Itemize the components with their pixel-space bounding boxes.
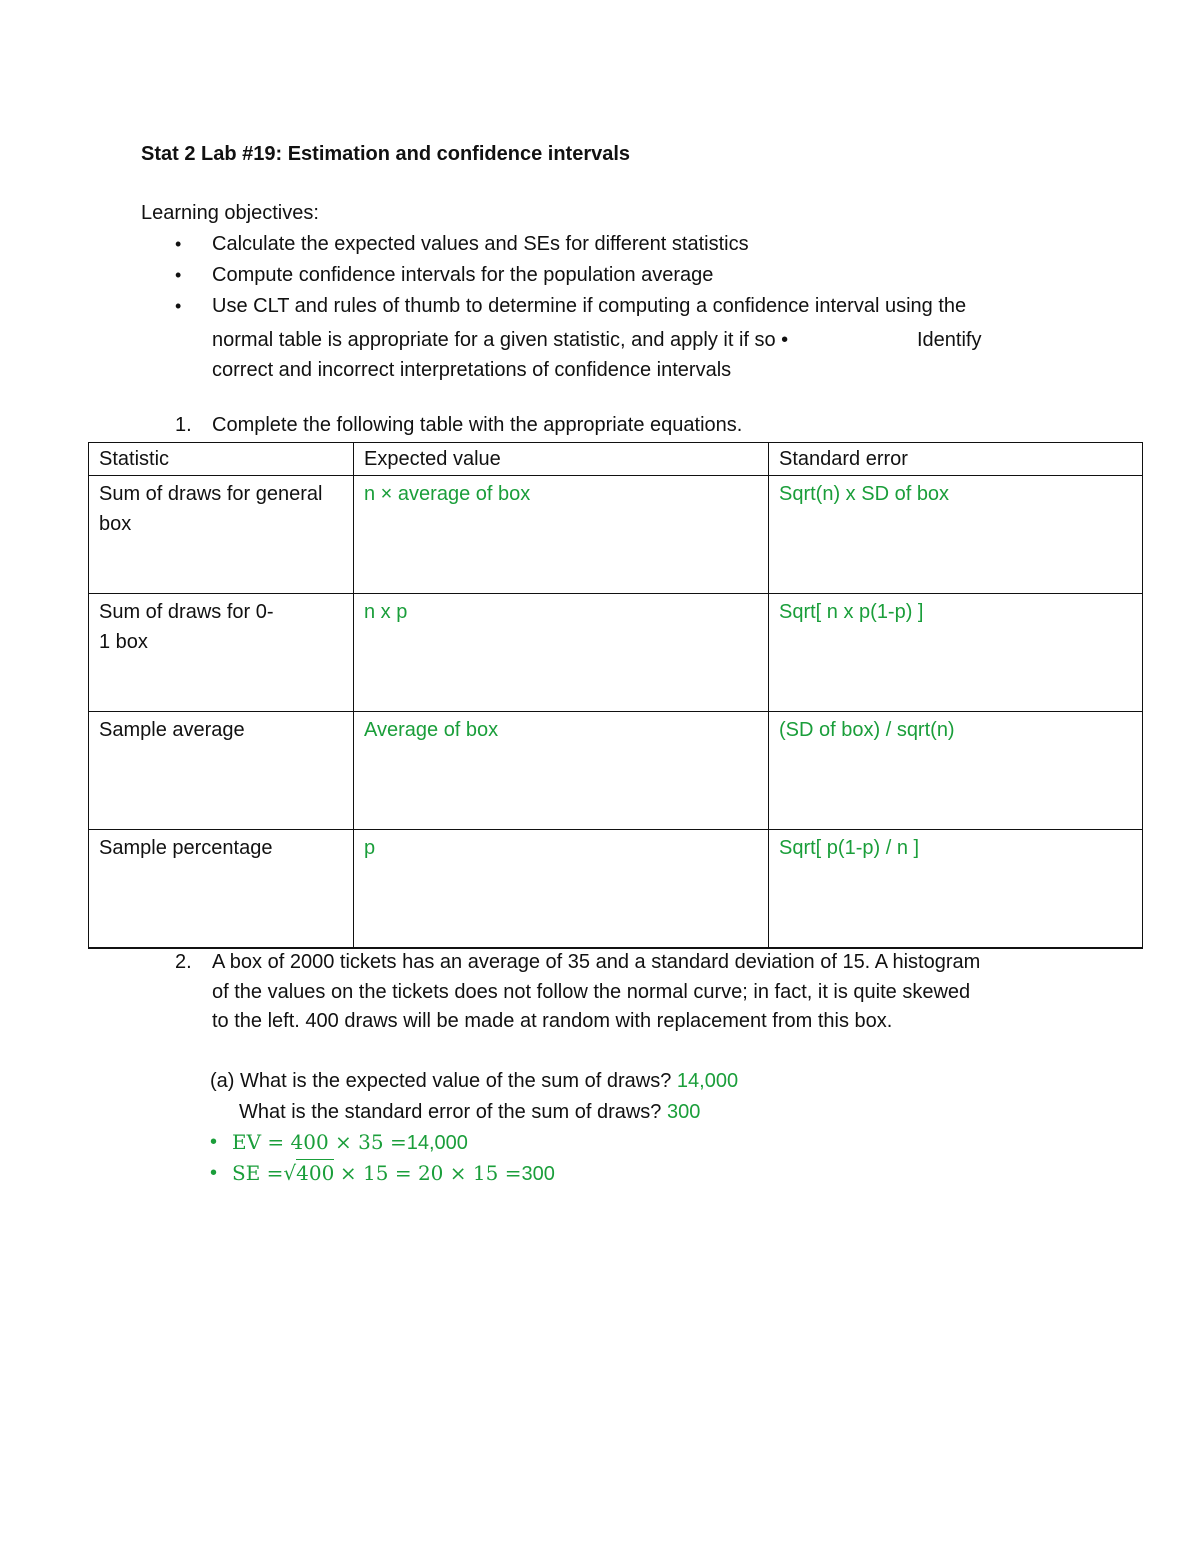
statistic-label-continuation: 1 box bbox=[99, 631, 148, 653]
bullet-icon: • bbox=[175, 265, 182, 285]
work-ev-equation: EV = 400 × 35 = bbox=[232, 1130, 407, 1154]
statistic-label: Sum of draws for 0- bbox=[99, 601, 274, 623]
square-root-icon: √ bbox=[283, 1161, 297, 1185]
work-se-prefix: SE = bbox=[232, 1161, 284, 1185]
work-ev bbox=[232, 1130, 468, 1155]
statistic-cell bbox=[89, 594, 354, 712]
table-header-row bbox=[89, 443, 1143, 476]
work-se-equation: × 15 = 20 × 15 = bbox=[339, 1161, 522, 1185]
statistic-label: Sample average bbox=[99, 719, 245, 741]
header-statistic: Statistic bbox=[89, 443, 354, 476]
standard-error-cell: Sqrt[ p(1-p) / n ] bbox=[769, 830, 1143, 948]
standard-error-cell: (SD of box) / sqrt(n) bbox=[769, 712, 1143, 830]
work-se-result: 300 bbox=[521, 1163, 555, 1185]
question-number: 2. bbox=[175, 951, 192, 973]
part-a-question-text: (a) What is the expected value of the sum of draws? bbox=[210, 1070, 672, 1092]
bullet-icon: • bbox=[210, 1162, 218, 1184]
objective-item: Compute confidence intervals for the population average bbox=[212, 264, 714, 286]
question-text-line: of the values on the tickets does not follow the normal curve; in fact, it is quite skewed bbox=[212, 981, 971, 1003]
statistic-label-continuation: box bbox=[99, 513, 132, 535]
work-se bbox=[232, 1161, 555, 1186]
question-number: 1. bbox=[175, 414, 192, 436]
header-expected-value: Expected value bbox=[354, 443, 769, 476]
table-row bbox=[89, 712, 1143, 830]
statistic-cell bbox=[89, 712, 354, 830]
work-ev-result: 14,000 bbox=[406, 1132, 468, 1154]
table-row bbox=[89, 594, 1143, 712]
bullet-icon: • bbox=[175, 296, 182, 316]
standard-error-cell: Sqrt(n) x SD of box bbox=[769, 476, 1143, 594]
expected-value-cell: n × average of box bbox=[354, 476, 769, 594]
document-title: Stat 2 Lab #19: Estimation and confidence intervals bbox=[141, 143, 631, 165]
objective-item-continuation: correct and incorrect interpretations of confidence intervals bbox=[212, 359, 732, 381]
work-se-radicand: 400 bbox=[296, 1161, 335, 1185]
expected-value-cell: n x p bbox=[354, 594, 769, 712]
part-a-answer: 300 bbox=[666, 1101, 701, 1123]
expected-value-cell: Average of box bbox=[354, 712, 769, 830]
objective-item: Use CLT and rules of thumb to determine if computing a confidence interval using the bbox=[212, 295, 967, 317]
equations-table bbox=[88, 442, 1143, 949]
part-a-question bbox=[210, 1070, 738, 1093]
expected-value-cell: p bbox=[354, 830, 769, 948]
statistic-cell bbox=[89, 830, 354, 948]
statistic-cell bbox=[89, 476, 354, 594]
objectives-heading: Learning objectives: bbox=[141, 202, 319, 224]
table-row bbox=[89, 476, 1143, 594]
bullet-icon: • bbox=[175, 234, 182, 254]
bullet-icon: • bbox=[210, 1131, 218, 1153]
table-row bbox=[89, 830, 1143, 948]
statistic-label: Sample percentage bbox=[99, 837, 273, 859]
objective-item: Calculate the expected values and SEs for different statistics bbox=[212, 233, 749, 255]
question-prompt: Complete the following table with the appropriate equations. bbox=[212, 414, 743, 436]
question-text-line: A box of 2000 tickets has an average of 35 and a standard deviation of 15. A histogram bbox=[212, 951, 981, 973]
part-a-answer: 14,000 bbox=[676, 1070, 739, 1092]
part-a-question-text: What is the standard error of the sum of draws? bbox=[239, 1101, 662, 1123]
statistic-label: Sum of draws for general bbox=[99, 483, 323, 505]
objective-item: Identify bbox=[917, 329, 982, 351]
part-a-question bbox=[239, 1101, 700, 1124]
standard-error-cell: Sqrt[ n x p(1-p) ] bbox=[769, 594, 1143, 712]
objective-item-continuation: normal table is appropriate for a given statistic, and apply it if so • bbox=[212, 329, 789, 351]
header-standard-error: Standard error bbox=[769, 443, 1143, 476]
question-text-line: to the left. 400 draws will be made at random with replacement from this box. bbox=[212, 1010, 893, 1032]
